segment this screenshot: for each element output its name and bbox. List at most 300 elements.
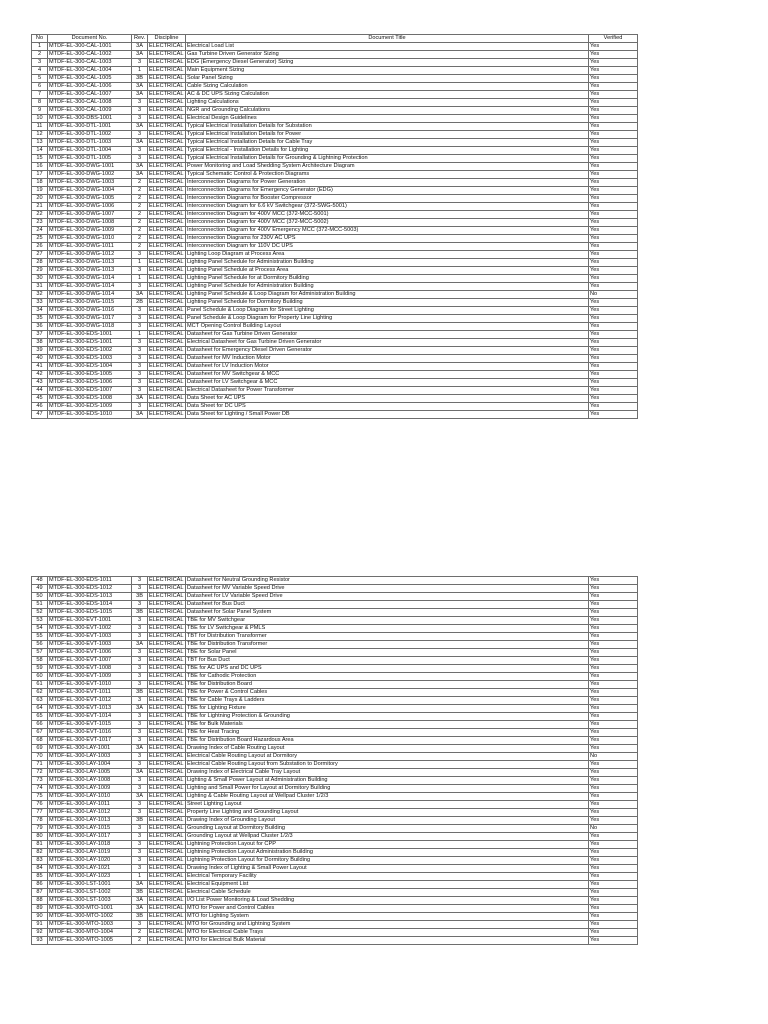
table-row — [32, 243, 638, 251]
table-row — [32, 371, 638, 379]
document-number: MTDF-EL-300-EVT-1003 — [48, 633, 132, 641]
revision: 3A — [132, 745, 148, 753]
table-row — [32, 601, 638, 609]
document-number: MTDF-EL-300-DWG-1006 — [48, 203, 132, 211]
discipline: ELECTRICAL — [149, 82, 184, 89]
table-row — [32, 593, 638, 601]
discipline: ELECTRICAL — [149, 386, 184, 393]
verified-status: Yes — [589, 371, 638, 379]
row-number: 75 — [32, 793, 48, 801]
discipline: ELECTRICAL — [149, 90, 184, 97]
discipline: ELECTRICAL — [149, 848, 184, 855]
table-row — [32, 721, 638, 729]
document-title: Electrical Load List — [186, 43, 589, 51]
document-number: MTDF-EL-300-LAY-1019 — [48, 849, 132, 857]
discipline: ELECTRICAL — [149, 888, 184, 895]
verified-status: Yes — [589, 593, 638, 601]
document-title: TBE for Distribution Board — [186, 681, 589, 689]
revision: 3 — [132, 363, 148, 371]
document-number: MTDF-EL-300-LAY-1020 — [48, 857, 132, 865]
document-title: TBE for Cathodic Protection — [186, 673, 589, 681]
verified-status: Yes — [589, 745, 638, 753]
table-row — [32, 897, 638, 905]
table-row — [32, 753, 638, 761]
document-number: MTDF-EL-300-LST-1002 — [48, 889, 132, 897]
document-number: MTDF-EL-300-LAY-1018 — [48, 841, 132, 849]
table-row — [32, 913, 638, 921]
document-number: MTDF-EL-300-EDS-1006 — [48, 379, 132, 387]
table-row — [32, 921, 638, 929]
discipline: ELECTRICAL — [149, 402, 184, 409]
verified-status: Yes — [589, 841, 638, 849]
table-row — [32, 825, 638, 833]
document-number: MTDF-EL-300-CAL-1002 — [48, 51, 132, 59]
table-row — [32, 299, 638, 307]
document-number: MTDF-EL-300-CAL-1004 — [48, 67, 132, 75]
document-number: MTDF-EL-300-MTO-1004 — [48, 929, 132, 937]
table-row — [32, 379, 638, 387]
table-row — [32, 195, 638, 203]
revision: 3 — [132, 865, 148, 873]
discipline: ELECTRICAL — [149, 616, 184, 623]
document-title: Gas Turbine Driven Generator Sizing — [186, 51, 589, 59]
table-row — [32, 171, 638, 179]
document-number: MTDF-EL-300-EDS-1010 — [48, 411, 132, 419]
revision: 2 — [132, 243, 148, 251]
document-number: MTDF-EL-300-MTO-1002 — [48, 913, 132, 921]
row-number: 46 — [32, 403, 48, 411]
discipline: ELECTRICAL — [149, 122, 184, 129]
verified-status: Yes — [589, 697, 638, 705]
table-body-page-1 — [32, 43, 638, 419]
revision: 2 — [132, 227, 148, 235]
document-title: Lighting Panel Schedule for Dormitory Building — [186, 299, 589, 307]
revision: 3 — [132, 283, 148, 291]
table-row — [32, 275, 638, 283]
revision: 3 — [132, 801, 148, 809]
table-row — [32, 211, 638, 219]
document-title: Lighting Panel Schedule for at Dormitory Building — [186, 275, 589, 283]
document-register-table-page-2 — [31, 576, 638, 945]
table-row — [32, 43, 638, 51]
document-title: TBE for Lightning Protection & Grounding — [186, 713, 589, 721]
document-title: Interconnection Diagram for 6.6 kV Switchgear (372-SWG-5001) — [186, 203, 589, 211]
revision: 2 — [132, 937, 148, 945]
document-number: MTDF-EL-300-LAY-1017 — [48, 833, 132, 841]
verified-status: Yes — [589, 833, 638, 841]
discipline: ELECTRICAL — [149, 576, 184, 583]
table-row — [32, 841, 638, 849]
revision: 3 — [132, 601, 148, 609]
revision: 3 — [132, 131, 148, 139]
discipline: ELECTRICAL — [149, 362, 184, 369]
discipline: ELECTRICAL — [149, 664, 184, 671]
table-row — [32, 227, 638, 235]
document-title: TBE for AC UPS and DC UPS — [186, 665, 589, 673]
document-number: MTDF-EL-300-LST-1003 — [48, 897, 132, 905]
discipline: ELECTRICAL — [149, 98, 184, 105]
verified-status: Yes — [589, 363, 638, 371]
discipline: ELECTRICAL — [149, 928, 184, 935]
row-number: 16 — [32, 163, 48, 171]
discipline: ELECTRICAL — [149, 282, 184, 289]
document-number: MTDF-EL-300-EVT-1012 — [48, 697, 132, 705]
row-number: 89 — [32, 905, 48, 913]
revision: 2 — [132, 195, 148, 203]
table-row — [32, 99, 638, 107]
revision: 3 — [132, 665, 148, 673]
revision: 2 — [132, 203, 148, 211]
document-title: Interconnection Diagrams for Booster Compressor — [186, 195, 589, 203]
document-title: Electrical Equipment List — [186, 881, 589, 889]
verified-status: Yes — [589, 355, 638, 363]
verified-status: Yes — [589, 195, 638, 203]
verified-status: Yes — [589, 275, 638, 283]
discipline: ELECTRICAL — [149, 306, 184, 313]
document-title: Datasheet for LV Induction Motor — [186, 363, 589, 371]
document-number: MTDF-EL-300-CAL-1008 — [48, 99, 132, 107]
table-row — [32, 617, 638, 625]
revision: 3 — [132, 657, 148, 665]
document-number: MTDF-EL-300-LAY-1008 — [48, 777, 132, 785]
document-number: MTDF-EL-300-LAY-1001 — [48, 745, 132, 753]
verified-status: Yes — [589, 873, 638, 881]
revision: 3B — [132, 593, 148, 601]
verified-status: Yes — [589, 227, 638, 235]
verified-status: Yes — [589, 609, 638, 617]
revision: 1 — [132, 275, 148, 283]
table-row — [32, 713, 638, 721]
revision: 3B — [132, 689, 148, 697]
document-title: TBE for Lighting Fixture — [186, 705, 589, 713]
verified-status: Yes — [589, 123, 638, 131]
row-number: 71 — [32, 761, 48, 769]
revision: 3 — [132, 833, 148, 841]
table-row — [32, 865, 638, 873]
revision: 2 — [132, 179, 148, 187]
table-row — [32, 769, 638, 777]
row-number: 6 — [32, 83, 48, 91]
document-title: Datasheet for Gas Turbine Driven Generator — [186, 331, 589, 339]
row-number: 32 — [32, 291, 48, 299]
document-title: Datasheet for Solar Panel System — [186, 609, 589, 617]
row-number: 3 — [32, 59, 48, 67]
row-number: 30 — [32, 275, 48, 283]
verified-status: Yes — [589, 913, 638, 921]
discipline: ELECTRICAL — [149, 768, 184, 775]
document-number: MTDF-EL-300-EVT-1017 — [48, 737, 132, 745]
verified-status: Yes — [589, 905, 638, 913]
row-number: 48 — [32, 577, 48, 585]
revision: 1 — [132, 67, 148, 75]
verified-status: Yes — [589, 721, 638, 729]
revision: 3 — [132, 713, 148, 721]
verified-status: Yes — [589, 921, 638, 929]
document-number: MTDF-EL-300-EDS-1014 — [48, 601, 132, 609]
revision: 3 — [132, 921, 148, 929]
discipline: ELECTRICAL — [149, 704, 184, 711]
verified-status: Yes — [589, 777, 638, 785]
discipline: ELECTRICAL — [149, 592, 184, 599]
table-row — [32, 625, 638, 633]
table-row — [32, 339, 638, 347]
verified-status: Yes — [589, 857, 638, 865]
verified-status: Yes — [589, 75, 638, 83]
row-number: 58 — [32, 657, 48, 665]
document-title: Datasheet for Emergency Diesel Driven Generator — [186, 347, 589, 355]
revision: 1 — [132, 331, 148, 339]
verified-status: Yes — [589, 323, 638, 331]
document-number: MTDF-EL-300-EVT-1011 — [48, 689, 132, 697]
row-number: 18 — [32, 179, 48, 187]
document-title: Lighting & Small Power Layout at Administration Building — [186, 777, 589, 785]
revision: 3 — [132, 371, 148, 379]
revision: 3A — [132, 171, 148, 179]
verified-status: Yes — [589, 219, 638, 227]
revision: 2 — [132, 187, 148, 195]
verified-status: Yes — [589, 689, 638, 697]
discipline: ELECTRICAL — [149, 250, 184, 257]
document-number: MTDF-EL-300-DWG-1018 — [48, 323, 132, 331]
revision: 3 — [132, 649, 148, 657]
discipline: ELECTRICAL — [149, 728, 184, 735]
document-title: Lighting & Cable Routing Layout at Wellpad Cluster 1/2/3 — [186, 793, 589, 801]
document-number: MTDF-EL-300-DWG-1001 — [48, 163, 132, 171]
table-row — [32, 801, 638, 809]
table-row — [32, 649, 638, 657]
discipline: ELECTRICAL — [149, 656, 184, 663]
discipline: ELECTRICAL — [149, 800, 184, 807]
verified-status: Yes — [589, 131, 638, 139]
discipline: ELECTRICAL — [149, 66, 184, 73]
row-number: 66 — [32, 721, 48, 729]
document-title: TBE for Distribution Transformer — [186, 641, 589, 649]
header-rev: Rev. — [132, 35, 148, 43]
row-number: 2 — [32, 51, 48, 59]
discipline: ELECTRICAL — [149, 322, 184, 329]
document-number: MTDF-EL-300-EVT-1006 — [48, 649, 132, 657]
row-number: 55 — [32, 633, 48, 641]
row-number: 20 — [32, 195, 48, 203]
table-row — [32, 833, 638, 841]
verified-status: Yes — [589, 601, 638, 609]
document-title: Typical Electrical Installation Details for Substation — [186, 123, 589, 131]
row-number: 34 — [32, 307, 48, 315]
row-number: 41 — [32, 363, 48, 371]
document-number: MTDF-EL-300-EDS-1015 — [48, 609, 132, 617]
document-title: Data Sheet for AC UPS — [186, 395, 589, 403]
table-row — [32, 51, 638, 59]
document-number: MTDF-EL-300-EVT-1002 — [48, 625, 132, 633]
table-row — [32, 633, 638, 641]
document-title: Property Line Lighting and Grounding Layout — [186, 809, 589, 817]
document-number: MTDF-EL-300-EDS-1009 — [48, 403, 132, 411]
document-title: Drawing Index of Lighting & Small Power Layout — [186, 865, 589, 873]
discipline: ELECTRICAL — [149, 114, 184, 121]
discipline: ELECTRICAL — [149, 752, 184, 759]
table-row — [32, 697, 638, 705]
document-title: Datasheet for Neutral Grounding Resistor — [186, 577, 589, 585]
document-title: Lighting Calculations — [186, 99, 589, 107]
revision: 3A — [132, 769, 148, 777]
revision: 3 — [132, 107, 148, 115]
verified-status: Yes — [589, 849, 638, 857]
revision: 3 — [132, 681, 148, 689]
document-title: Data Sheet for Lighting / Small Power DB — [186, 411, 589, 419]
document-title: Electrical Cable Schedule — [186, 889, 589, 897]
table-row — [32, 657, 638, 665]
revision: 3 — [132, 753, 148, 761]
row-number: 59 — [32, 665, 48, 673]
document-number: MTDF-EL-300-LAY-1015 — [48, 825, 132, 833]
row-number: 37 — [32, 331, 48, 339]
document-title: Main Equipment Sizing — [186, 67, 589, 75]
table-row — [32, 889, 638, 897]
discipline: ELECTRICAL — [149, 640, 184, 647]
revision: 3 — [132, 761, 148, 769]
verified-status: Yes — [589, 769, 638, 777]
verified-status: Yes — [589, 761, 638, 769]
document-title: Typical Electrical Installation Details for Power — [186, 131, 589, 139]
revision: 2 — [132, 211, 148, 219]
document-number: MTDF-EL-300-EDS-1013 — [48, 593, 132, 601]
revision: 3 — [132, 721, 148, 729]
discipline: ELECTRICAL — [149, 202, 184, 209]
document-number: MTDF-EL-300-DWG-1017 — [48, 315, 132, 323]
document-number: MTDF-EL-300-DWG-1004 — [48, 187, 132, 195]
table-row — [32, 67, 638, 75]
verified-status: Yes — [589, 379, 638, 387]
table-row — [32, 609, 638, 617]
document-title: Datasheet for LV Switchgear & MCC — [186, 379, 589, 387]
document-title: Lightning Protection Layout Administration Building — [186, 849, 589, 857]
revision: 3 — [132, 633, 148, 641]
document-title: Drawing Index of Cable Routing Layout — [186, 745, 589, 753]
discipline: ELECTRICAL — [149, 290, 184, 297]
document-number: MTDF-EL-300-DWG-1014 — [48, 291, 132, 299]
document-title: Typical Electrical Installation Details for Grounding & Lightning Protection — [186, 155, 589, 163]
document-title: Cable Sizing Calculation — [186, 83, 589, 91]
document-number: MTDF-EL-300-DWG-1003 — [48, 179, 132, 187]
revision: 3B — [132, 75, 148, 83]
verified-status: Yes — [589, 657, 638, 665]
verified-status: Yes — [589, 817, 638, 825]
document-number: MTDF-EL-300-EVT-1007 — [48, 657, 132, 665]
table-row — [32, 681, 638, 689]
document-number: MTDF-EL-300-EVT-1001 — [48, 617, 132, 625]
table-row — [32, 577, 638, 585]
verified-status: Yes — [589, 139, 638, 147]
discipline: ELECTRICAL — [149, 936, 184, 943]
discipline: ELECTRICAL — [149, 696, 184, 703]
revision: 3A — [132, 91, 148, 99]
row-number: 80 — [32, 833, 48, 841]
document-number: MTDF-EL-300-DWG-1013 — [48, 267, 132, 275]
discipline: ELECTRICAL — [149, 872, 184, 879]
table-row — [32, 665, 638, 673]
revision: 3 — [132, 841, 148, 849]
row-number: 51 — [32, 601, 48, 609]
discipline: ELECTRICAL — [149, 42, 184, 49]
table-row — [32, 115, 638, 123]
verified-status: Yes — [589, 937, 638, 945]
document-title: NGR and Grounding Calculations — [186, 107, 589, 115]
document-number: MTDF-EL-300-DWG-1015 — [48, 299, 132, 307]
document-number: MTDF-EL-300-DWG-1007 — [48, 211, 132, 219]
row-number: 45 — [32, 395, 48, 403]
document-number: MTDF-EL-300-DWG-1002 — [48, 171, 132, 179]
row-number: 72 — [32, 769, 48, 777]
document-number: MTDF-EL-300-DWG-1005 — [48, 195, 132, 203]
table-row — [32, 139, 638, 147]
document-number: MTDF-EL-300-EDS-1001 — [48, 331, 132, 339]
table-row — [32, 91, 638, 99]
discipline: ELECTRICAL — [149, 736, 184, 743]
document-title: TBE for LV Switchgear & PMLS — [186, 625, 589, 633]
row-number: 43 — [32, 379, 48, 387]
verified-status: Yes — [589, 203, 638, 211]
document-title: Lighting Panel Schedule for Administration Building — [186, 259, 589, 267]
row-number: 44 — [32, 387, 48, 395]
document-title: Lighting Panel Schedule at Process Area — [186, 267, 589, 275]
discipline: ELECTRICAL — [149, 688, 184, 695]
revision: 3A — [132, 641, 148, 649]
document-title: Electrical Cable Routing Layout from Substation to Dormitory — [186, 761, 589, 769]
revision: 3 — [132, 857, 148, 865]
row-number: 60 — [32, 673, 48, 681]
verified-status: Yes — [589, 673, 638, 681]
table-row — [32, 785, 638, 793]
row-number: 78 — [32, 817, 48, 825]
document-number: MTDF-EL-300-EVT-1009 — [48, 673, 132, 681]
revision: 3B — [132, 609, 148, 617]
verified-status: No — [589, 291, 638, 299]
discipline: ELECTRICAL — [149, 720, 184, 727]
table-row — [32, 283, 638, 291]
verified-status: Yes — [589, 681, 638, 689]
discipline: ELECTRICAL — [149, 840, 184, 847]
revision: 3 — [132, 617, 148, 625]
row-number: 69 — [32, 745, 48, 753]
table-row — [32, 395, 638, 403]
verified-status: Yes — [589, 625, 638, 633]
revision: 3A — [132, 881, 148, 889]
document-number: MTDF-EL-300-CAL-1006 — [48, 83, 132, 91]
document-number: MTDF-EL-300-DTL-1001 — [48, 123, 132, 131]
table-row — [32, 745, 638, 753]
table-row — [32, 355, 638, 363]
document-number: MTDF-EL-300-EVT-1015 — [48, 721, 132, 729]
row-number: 10 — [32, 115, 48, 123]
revision: 2 — [132, 219, 148, 227]
table-row — [32, 705, 638, 713]
document-title: Electrical Datasheet for Power Transformer — [186, 387, 589, 395]
verified-status: Yes — [589, 331, 638, 339]
row-number: 91 — [32, 921, 48, 929]
document-title: MTO for Electrical Cable Trays — [186, 929, 589, 937]
row-number: 52 — [32, 609, 48, 617]
document-title: TBE for Power & Control Cables — [186, 689, 589, 697]
document-number: MTDF-EL-300-CAL-1005 — [48, 75, 132, 83]
discipline: ELECTRICAL — [149, 784, 184, 791]
verified-status: Yes — [589, 299, 638, 307]
verified-status: Yes — [589, 889, 638, 897]
verified-status: Yes — [589, 91, 638, 99]
verified-status: Yes — [589, 585, 638, 593]
discipline: ELECTRICAL — [149, 600, 184, 607]
discipline: ELECTRICAL — [149, 226, 184, 233]
verified-status: Yes — [589, 211, 638, 219]
